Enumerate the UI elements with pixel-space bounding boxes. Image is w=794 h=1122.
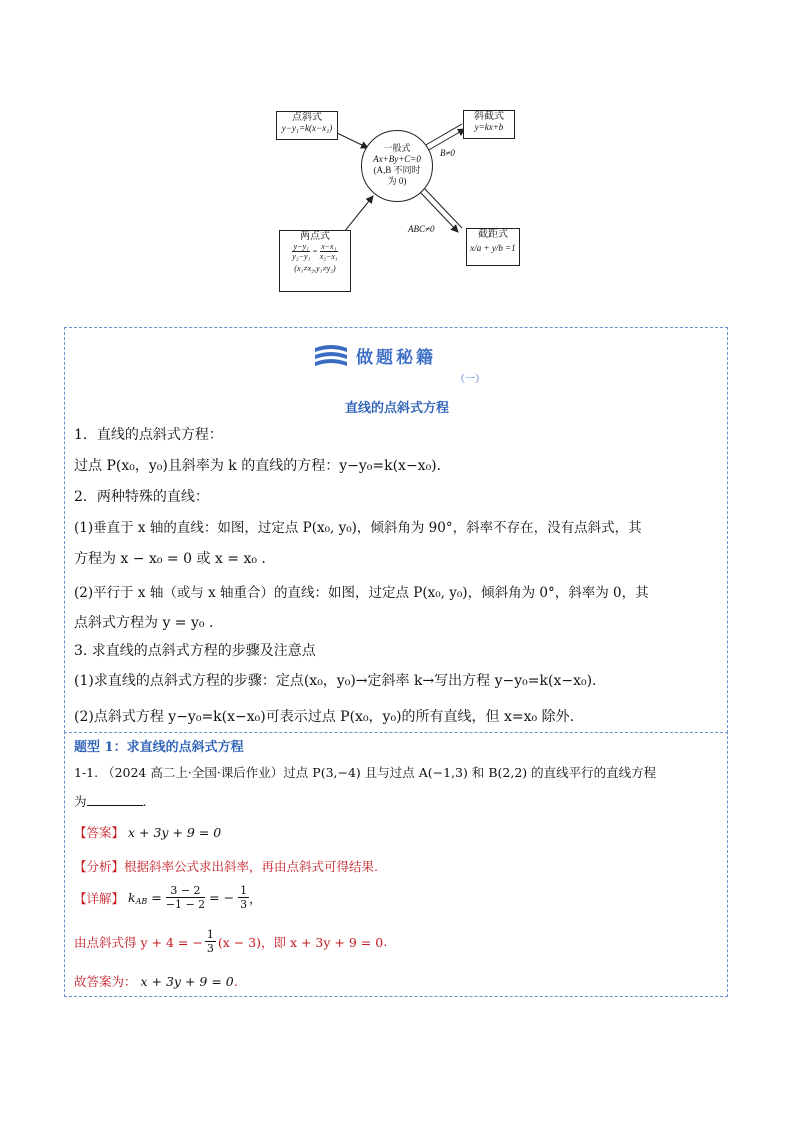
label-b-not-zero: B≠0 <box>440 148 455 158</box>
tips-logo-title: 做题秘籍 <box>356 348 436 368</box>
slope-intercept-title: 斜截式 <box>474 111 504 122</box>
two-point-num-right: x−x₁ <box>321 242 337 251</box>
arrow-two-point <box>344 196 373 232</box>
books-stack-icon <box>311 342 351 372</box>
detail-numerator: 3 − 2 <box>166 884 205 898</box>
detail-result-fraction <box>238 884 249 911</box>
answer-blank <box>87 804 143 806</box>
answer-value: x + 3y + 9 = 0 <box>128 825 222 840</box>
detail-result-num: 1 <box>240 884 248 897</box>
detail-subscript: AB <box>135 897 148 906</box>
box-slope-intercept <box>463 110 515 139</box>
step-line <box>74 928 387 955</box>
tips-line-9: (1)求直线的点斜式方程的步骤：定点(x₀，y₀)→定斜率 k→写出方程 y−y₀=k(x−x₀). <box>74 673 597 689</box>
step-fraction <box>205 928 216 955</box>
intercept-title: 截距式 <box>478 229 508 240</box>
detail-result-den: 3 <box>240 898 248 911</box>
tips-line-1: 1．直线的点斜式方程： <box>74 427 223 443</box>
problem-type-title: 题型 1：求直线的点斜式方程 <box>74 740 244 755</box>
tips-line-4: (1)垂直于 x 轴的直线：如图，过定点 P(x₀, y₀)，倾斜角为 90°，斜率不存在，没有点斜式，其 <box>74 520 642 536</box>
two-point-num-left: y−y₁ <box>293 242 309 251</box>
point-slope-formula: y−y₁=k(x−x₁) <box>281 123 333 133</box>
general-form-title: 一般式 <box>383 143 411 153</box>
point-slope-title: 点斜式 <box>292 112 322 123</box>
tips-line-2: 过点 P(x₀，y₀)且斜率为 k 的直线的方程：y−y₀=k(x−x₀). <box>74 458 442 474</box>
step-num: 1 <box>206 928 214 941</box>
tips-line-10: (2)点斜式方程 y−y₀=k(x−x₀)可表示过点 P(x₀，y₀)的所有直线，但 x=x₀ 除外. <box>74 709 575 725</box>
box-point-slope <box>276 111 338 140</box>
two-point-title: 两点式 <box>300 231 330 242</box>
box-intercept <box>466 228 520 266</box>
analysis-line <box>74 857 378 875</box>
double-line-intercept-a <box>424 188 462 228</box>
label-abc-not-zero: ABC≠0 <box>408 224 435 234</box>
conclusion-end: . <box>233 974 238 989</box>
tips-line-3: 2．两种特殊的直线： <box>74 489 209 505</box>
step-prefix: 由点斜式得 y + 4 = − <box>74 934 203 950</box>
intercept-formula: x/a + y/b =1 <box>470 243 516 253</box>
conclusion-prefix: 故答案为： <box>74 974 137 989</box>
analysis-text: 根据斜率公式求出斜率，再由点斜式可得结果. <box>124 859 378 874</box>
question-prefix: 为 <box>74 794 87 809</box>
detail-tag: 【详解】 <box>74 890 125 906</box>
general-form-formula: Ax+By+C=0 <box>373 154 421 164</box>
conclusion-line <box>74 972 238 990</box>
slope-intercept-formula: y=kx+b <box>474 122 504 132</box>
general-form-circle <box>361 130 433 202</box>
tips-heading: 直线的点斜式方程 <box>344 401 449 416</box>
question-line-1: 1-1. （2024 高二上·全国·课后作业）过点 P(3,−4) 且与过点 A(−1,3) 和 B(2,2) 的直线平行的直线方程 <box>74 765 657 780</box>
detail-fraction <box>166 884 205 911</box>
tips-line-5: 方程为 x − x₀ = 0 或 x = x₀ . <box>74 551 266 567</box>
question-end: . <box>142 794 147 809</box>
two-point-den-right: x₂−x₁ <box>319 252 338 261</box>
general-form-note2: 为 0) <box>387 176 407 186</box>
tips-line-7: 点斜式方程为 y = y₀ . <box>74 615 214 631</box>
tips-logo-sub: （一） <box>455 374 485 385</box>
box-two-point <box>279 230 351 292</box>
answer-tag: 【答案】 <box>74 825 125 840</box>
two-point-formula: $\frac{\text{y−y₁}}{\text{y₂−y₁}}$ = $\frac{\text{x−x₁}}{\text{x₂−x₁}}$ <box>292 242 338 261</box>
analysis-tag: 【分析】 <box>74 859 125 874</box>
conclusion-value: x + 3y + 9 = 0 <box>140 974 234 989</box>
detail-lhs: k <box>128 890 136 905</box>
two-point-den-left: y₂−y₁ <box>292 252 311 261</box>
two-point-condition: (x₁≠x₂,y₁≠y₂) <box>294 264 336 273</box>
step-end: . <box>383 934 388 949</box>
detail-denominator: −1 − 2 <box>165 898 206 911</box>
question-line-2 <box>74 792 147 810</box>
answer-line <box>74 823 221 841</box>
general-form-note1: (A,B 不同时 <box>373 165 421 175</box>
detail-line: 【详解】 k $_{AB}$ = $\frac{3 - 2}{-1 - 2}$ = − $\frac{1}{3}$ ， <box>74 884 262 911</box>
tips-line-6: (2)平行于 x 轴（或与 x 轴重合）的直线：如图，过定点 P(x₀, y₀)，倾斜角为 0°，斜率为 0，其 <box>74 585 649 601</box>
step-den: 3 <box>206 942 214 955</box>
tips-line-8: 3. 求直线的点斜式方程的步骤及注意点 <box>74 643 316 659</box>
step-mid: (x − 3)，即 x + 3y + 9 = 0 <box>217 934 384 950</box>
